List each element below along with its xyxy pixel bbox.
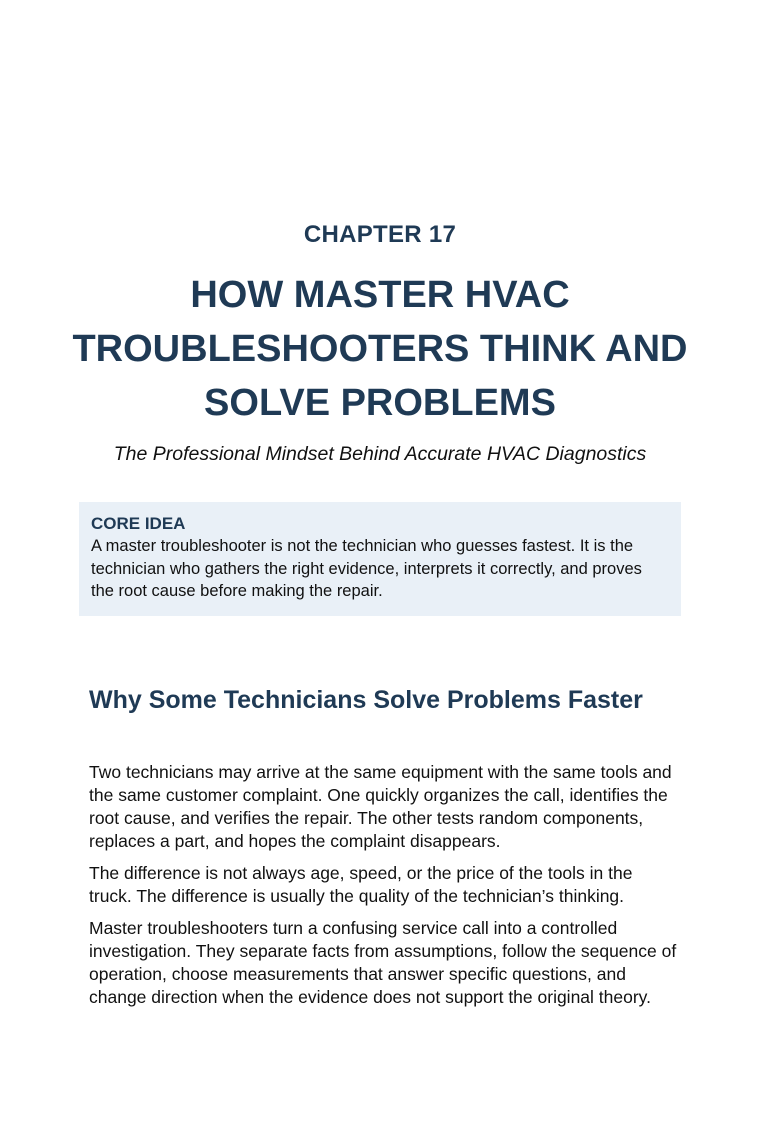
chapter-title: HOW MASTER HVAC TROUBLESHOOTERS THINK AND SOLVE PROBLEMS bbox=[72, 274, 688, 424]
core-idea-callout bbox=[79, 502, 681, 616]
core-idea-heading: CORE IDEA bbox=[91, 514, 186, 533]
body-paragraph: Master troubleshooters turn a confusing service call into a controlled investigation. They separate facts from assumptions, follow the sequence of operation, choose measurements that answer specific questions, and change direction when the evidence does not support the original theory. bbox=[89, 918, 677, 1007]
section-body bbox=[89, 761, 679, 1018]
core-idea-text: A master troubleshooter is not the technician who guesses fastest. It is the technician who gathers the right evidence, interprets it correctly, and proves the root cause before making the repair. bbox=[91, 537, 642, 600]
section-heading: Why Some Technicians Solve Problems Faster bbox=[89, 686, 643, 714]
chapter-subtitle: The Professional Mindset Behind Accurate HVAC Diagnostics bbox=[113, 443, 647, 465]
chapter-label: CHAPTER 17 bbox=[303, 221, 457, 248]
body-paragraph: Two technicians may arrive at the same equipment with the same tools and the same customer complaint. One quickly organizes the call, identifies the root cause, and verifies the repair. The other tests random components, replaces a part, and hopes the complaint disappears. bbox=[89, 762, 672, 851]
body-paragraph: The difference is not always age, speed, or the price of the tools in the truck. The difference is usually the quality of the technician’s thinking. bbox=[89, 863, 633, 906]
